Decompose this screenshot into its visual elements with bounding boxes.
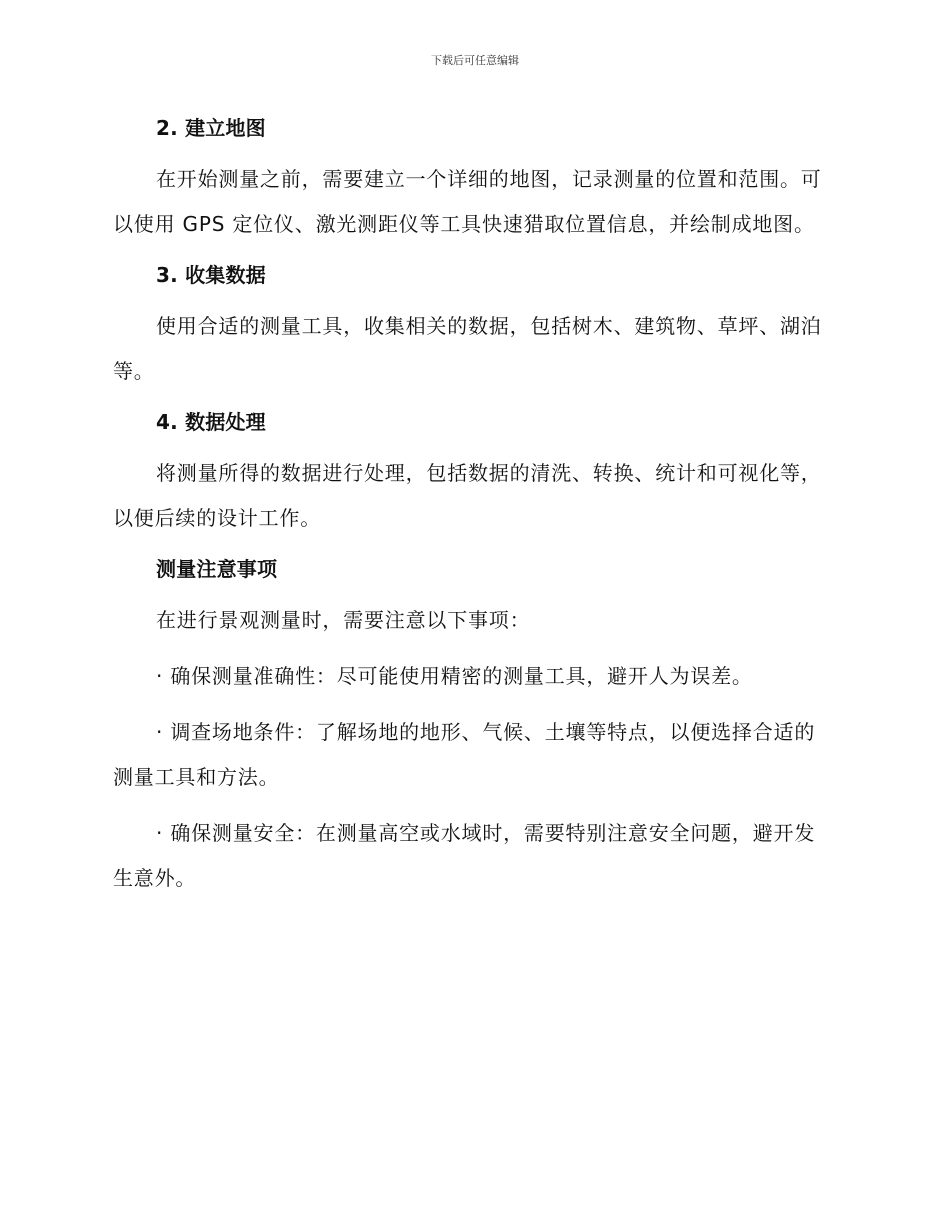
spacer (113, 800, 833, 811)
spacer (113, 586, 833, 598)
section-paragraph-data-processing: 将测量所得的数据进行处理，包括数据的清洗、转换、统计和可视化等，以便后续的设计工作。 (113, 461, 822, 530)
section-paragraph-build-map: 在开始测量之前，需要建立一个详细的地图，记录测量的位置和范围。可以使用 GPS 定位仪、激光测距仪等工具快速猎取位置信息，并绘制成地图。 (113, 167, 822, 236)
document-content (113, 111, 833, 901)
spacer (113, 439, 833, 451)
spacer (113, 247, 833, 258)
spacer (113, 292, 833, 304)
section-paragraph-precautions-intro: 在进行景观测量时，需要注意以下事项： (156, 608, 531, 632)
header-note: 下载后可任意编辑 (431, 54, 519, 67)
bullet-item-accuracy: · 确保测量准确性：尽可能使用精密的测量工具，避开人为误差。 (156, 664, 753, 688)
spacer (113, 394, 833, 405)
section-heading-build-map: 2. 建立地图 (156, 116, 266, 140)
spacer (113, 145, 833, 157)
spacer (113, 643, 833, 654)
bullet-item-site-conditions: · 调查场地条件：了解场地的地形、气候、土壤等特点，以便选择合适的测量工具和方法。 (113, 720, 816, 789)
section-heading-data-processing: 4. 数据处理 (156, 410, 266, 434)
spacer (113, 699, 833, 710)
section-paragraph-collect-data: 使用合适的测量工具，收集相关的数据，包括树木、建筑物、草坪、湖泊等。 (113, 314, 822, 383)
section-heading-precautions: 测量注意事项 (156, 557, 278, 581)
spacer (113, 541, 833, 552)
bullet-item-safety: · 确保测量安全：在测量高空或水域时，需要特别注意安全问题，避开发生意外。 (113, 821, 816, 890)
section-heading-collect-data: 3. 收集数据 (156, 263, 266, 287)
